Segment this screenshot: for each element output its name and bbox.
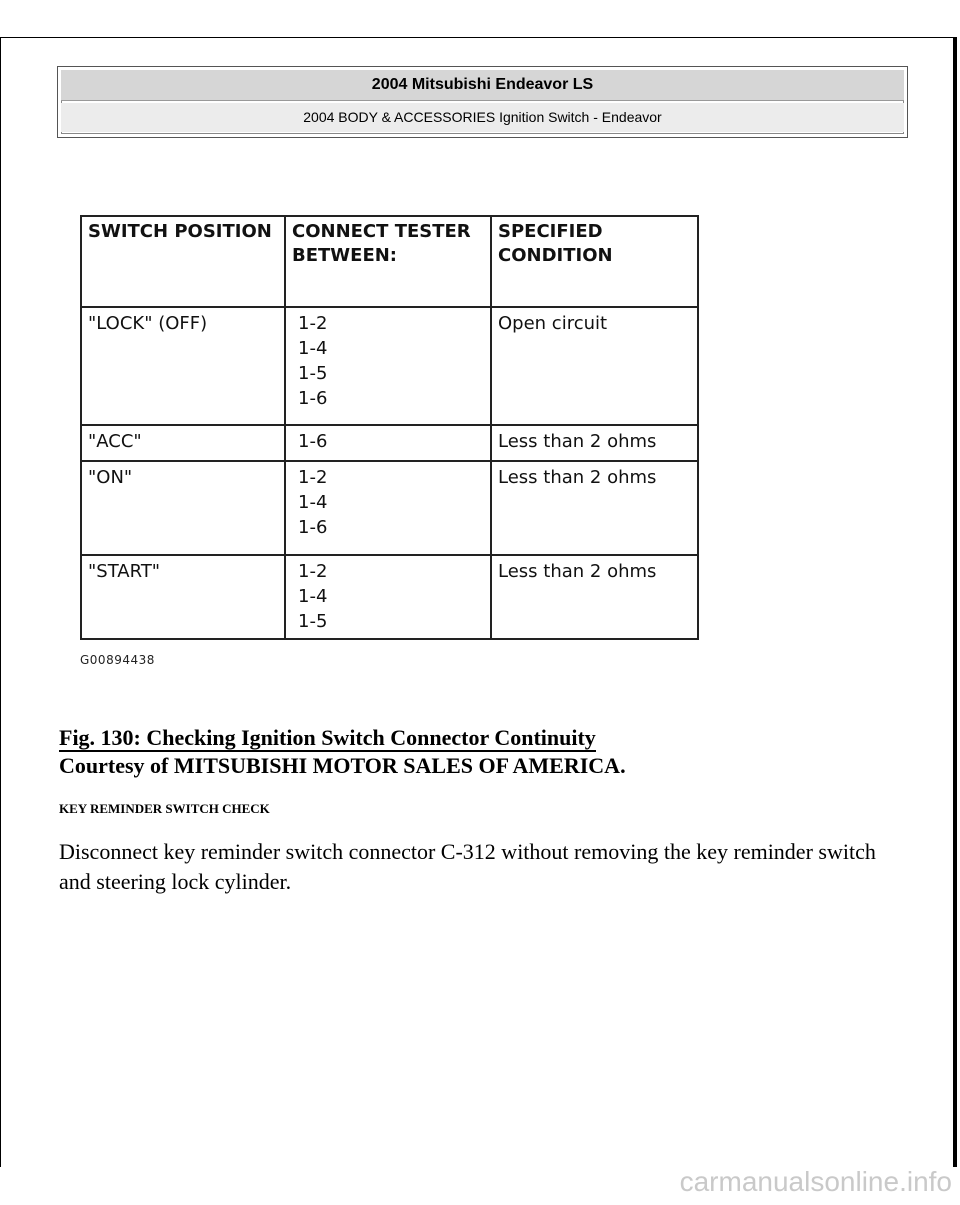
terminal-pair: 1-4 (298, 586, 328, 607)
page-border (0, 37, 957, 38)
terminal-pair: 1-5 (298, 611, 328, 632)
terminals-cell (285, 307, 491, 425)
vehicle-title: 2004 Mitsubishi Endeavor LS (61, 70, 904, 101)
figure-title: Fig. 130: Checking Ignition Switch Connector Continuity (59, 725, 596, 750)
terminal-pair: 1-2 (298, 313, 328, 334)
terminal-pair: 1-6 (298, 517, 328, 538)
page-border (0, 37, 1, 1167)
figure-caption (59, 724, 626, 780)
figure-courtesy: Courtesy of MITSUBISHI MOTOR SALES OF AMERICA. (59, 753, 626, 778)
condition-cell: Less than 2 ohms (491, 555, 698, 639)
terminal-pair: 1-2 (298, 561, 328, 582)
condition-cell: Open circuit (491, 307, 698, 425)
terminals-cell (285, 555, 491, 639)
continuity-figure (80, 215, 697, 640)
condition-cell: Less than 2 ohms (491, 425, 698, 461)
section-subtitle: 2004 BODY & ACCESSORIES Ignition Switch - Endeavor (61, 103, 904, 132)
terminal-pair: 1-4 (298, 492, 328, 513)
continuity-table (80, 215, 699, 640)
column-header: CONNECT TESTER BETWEEN: (285, 216, 491, 307)
terminal-pair: 1-2 (298, 467, 328, 488)
column-header: SPECIFIED CONDITION (491, 216, 698, 307)
table-row (81, 555, 698, 639)
table-row (81, 461, 698, 555)
terminal-pair: 1-6 (298, 431, 328, 452)
table-row (81, 307, 698, 425)
switch-position-cell: "START" (81, 555, 285, 639)
document-header (57, 66, 908, 138)
column-header: SWITCH POSITION (81, 216, 285, 307)
section-heading: KEY REMINDER SWITCH CHECK (59, 801, 270, 816)
terminal-pair: 1-6 (298, 388, 328, 409)
body-paragraph: Disconnect key reminder switch connector C-312 without removing the key reminder switch and steering lock cylinder. (59, 839, 876, 894)
page-border (953, 37, 957, 1167)
terminals-cell (285, 425, 491, 461)
table-row (81, 425, 698, 461)
watermark: carmanualsonline.info (679, 1166, 952, 1197)
switch-position-cell: "ON" (81, 461, 285, 555)
table-header-row (81, 216, 698, 307)
condition-cell: Less than 2 ohms (491, 461, 698, 555)
figure-id: G00894438 (80, 653, 155, 667)
switch-position-cell: "LOCK" (OFF) (81, 307, 285, 425)
terminal-pair: 1-5 (298, 363, 328, 384)
switch-position-cell: "ACC" (81, 425, 285, 461)
terminals-cell (285, 461, 491, 555)
terminal-pair: 1-4 (298, 338, 328, 359)
